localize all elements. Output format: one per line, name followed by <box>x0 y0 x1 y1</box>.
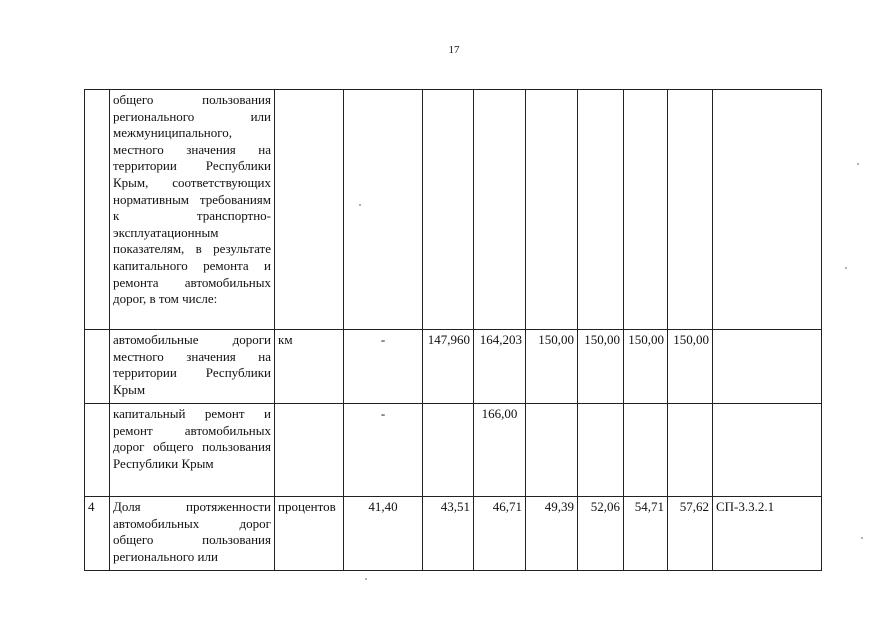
value-cell: 46,71 <box>474 497 526 571</box>
indicator-table <box>84 89 822 571</box>
base-value-cell: - <box>344 404 423 497</box>
value-cell: 52,06 <box>578 497 624 571</box>
unit-cell <box>275 90 344 330</box>
scan-speck <box>365 578 367 580</box>
value-cell <box>668 90 713 330</box>
table-row <box>85 330 822 404</box>
indicator-description-cell: Доля протяженности автомобильных дорог общего пользования регионального или <box>110 497 275 571</box>
table-row <box>85 404 822 497</box>
scan-speck <box>845 267 847 269</box>
value-cell <box>578 90 624 330</box>
scan-speck <box>861 537 863 539</box>
value-cell: 166,00 <box>474 404 526 497</box>
value-cell <box>423 404 474 497</box>
code-cell <box>713 404 822 497</box>
value-cell: 164,203 <box>474 330 526 404</box>
indicator-description-cell: автомобильные дороги местного значения на территории Республики Крым <box>110 330 275 404</box>
unit-cell <box>275 404 344 497</box>
row-number-cell <box>85 330 110 404</box>
value-cell <box>526 90 578 330</box>
value-cell: 150,00 <box>578 330 624 404</box>
unit-cell: процентов <box>275 497 344 571</box>
value-cell: 150,00 <box>668 330 713 404</box>
value-cell: 57,62 <box>668 497 713 571</box>
table-row <box>85 90 822 330</box>
scan-speck <box>857 163 859 165</box>
base-value-cell <box>344 90 423 330</box>
base-value-cell: 41,40 <box>344 497 423 571</box>
value-cell <box>578 404 624 497</box>
row-number-cell <box>85 90 110 330</box>
indicator-description-cell: общего пользования регионального или межмуниципального, местного значения на территории Республики Крым, соответствующих нормативным требованиям к транспортно-эксплуатационным показателям, в результате капитального ремонта и ремонта автомобильных дорог, в том числе: <box>110 90 275 330</box>
value-cell: 150,00 <box>526 330 578 404</box>
scan-speck <box>359 204 361 206</box>
code-cell <box>713 330 822 404</box>
value-cell: 49,39 <box>526 497 578 571</box>
row-number-cell <box>85 404 110 497</box>
code-cell: СП-3.3.2.1 <box>713 497 822 571</box>
indicator-description-cell: капитальный ремонт и ремонт автомобильных дорог общего пользования Республики Крым <box>110 404 275 497</box>
base-value-cell: - <box>344 330 423 404</box>
page-number: 17 <box>448 44 460 56</box>
unit-cell: км <box>275 330 344 404</box>
value-cell <box>624 90 668 330</box>
value-cell <box>668 404 713 497</box>
value-cell: 43,51 <box>423 497 474 571</box>
value-cell: 54,71 <box>624 497 668 571</box>
value-cell <box>423 90 474 330</box>
table-row <box>85 497 822 571</box>
code-cell <box>713 90 822 330</box>
value-cell: 147,960 <box>423 330 474 404</box>
value-cell <box>624 404 668 497</box>
value-cell <box>526 404 578 497</box>
row-number-cell: 4 <box>85 497 110 571</box>
value-cell <box>474 90 526 330</box>
value-cell: 150,00 <box>624 330 668 404</box>
